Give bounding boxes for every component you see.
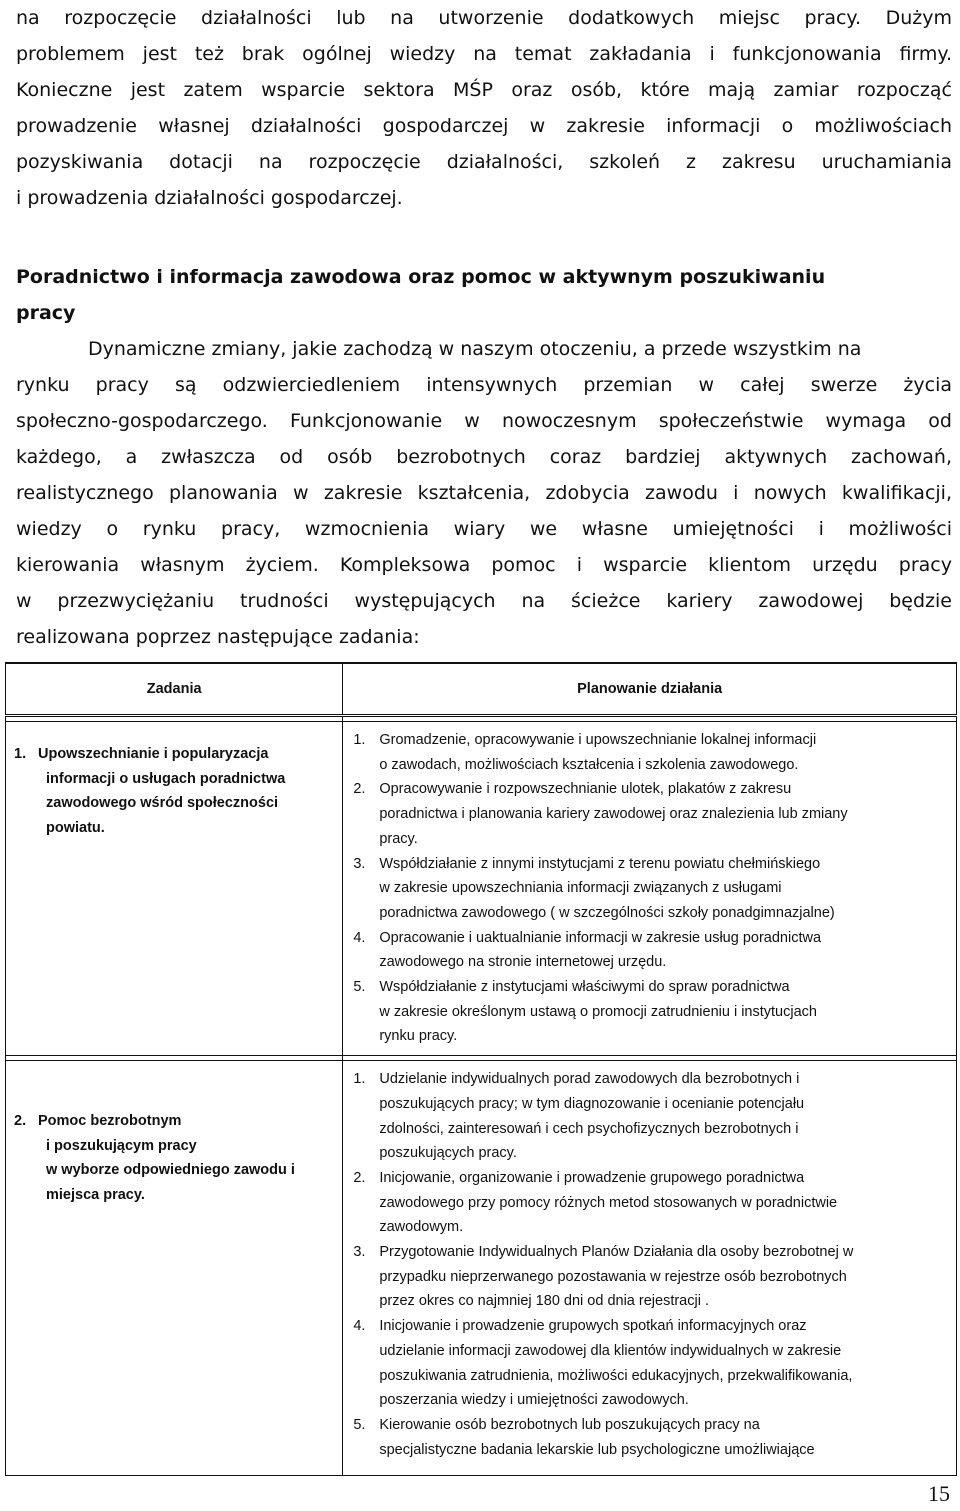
task-cell <box>6 1061 343 1476</box>
header-tasks: Zadania <box>6 663 343 716</box>
text-line: w przezwyciężaniu trudności występujących na ścieżce kariery zawodowej będzie <box>16 590 952 612</box>
page-number: 15 <box>928 1481 950 1506</box>
body-paragraph <box>16 331 952 655</box>
text-line: problemem jest też brak ogólnej wiedzy na temat zakładania i funkcjonowania firmy. <box>16 43 952 65</box>
plan-item: 5. Współdziałanie z instytucjami właściwymi do spraw poradnictwa w zakresie określonym ustawą o promocji zatrudnieniu i instytucjach rynku pracy. <box>353 979 817 1045</box>
task-line: informacji o usługach poradnictwa <box>46 770 286 787</box>
task-line: powiatu. <box>46 819 105 836</box>
text-line: rynku pracy są odzwierciedleniem intensywnych przemian w całej swerze życia <box>16 374 952 396</box>
text-line: prowadzenie własnej działalności gospodarczej w zakresie informacji o możliwościach <box>16 115 952 137</box>
table-row <box>6 1061 957 1476</box>
plan-list <box>353 728 944 1049</box>
text-line: pozyskiwania dotacji na rozpoczęcie działalności, szkoleń z zakresu uruchamiania <box>16 151 952 173</box>
table-row <box>6 722 957 1056</box>
task-line: w wyborze odpowiedniego zawodu i <box>46 1162 295 1179</box>
task-cell <box>6 722 343 1056</box>
table-header-row <box>6 663 957 716</box>
text-line: społeczno-gospodarczego. Funkcjonowanie w nowoczesnym społeczeństwie wymaga od <box>16 410 952 432</box>
plan-item: 2. Inicjowanie, organizowanie i prowadzenie grupowego poradnictwa zawodowego przy pomocy różnych metod stosowanych w poradnictwie zawodowym. <box>353 1169 838 1236</box>
text-line: realizowana poprzez następujące zadania: <box>16 626 420 648</box>
plan-item: 3. Współdziałanie z innymi instytucjami z terenu powiatu chełmińskiego w zakresie upowszechniania informacji związanych z usługami poradnictwa zawodowego ( w szczególności szkoły ponadgimnazjalne) <box>353 855 835 921</box>
text-line: Konieczne jest zatem wsparcie sektora MŚP oraz osób, które mają zamiar rozpocząć <box>16 79 952 101</box>
text-line: każdego, a zwłaszcza od osób bezrobotnych coraz bardziej aktywnych zachowań, <box>16 446 952 468</box>
task-line: Pomoc bezrobotnym <box>38 1113 182 1130</box>
heading-line: Poradnictwo i informacja zawodowa oraz pomoc w aktywnym poszukiwaniu <box>16 266 826 288</box>
plan-item: 1. Gromadzenie, opracowywanie i upowszechnianie lokalnej informacji o zawodach, możliwościach kształcenia i szkolenia zawodowego. <box>353 732 817 773</box>
plan-item: 4. Inicjowanie i prowadzenie grupowych spotkań informacyjnych oraz udzielanie informacji zawodowej dla klientów indywidualnych w zakresie poszukiwania zatrudnienia, możliwości edukacyjnych, przekwalifikowania, poszerzania wiedzy i umiejętności zawodowych. <box>353 1318 853 1409</box>
header-planning: Planowanie działania <box>343 663 957 716</box>
plan-item: 5. Kierowanie osób bezrobotnych lub poszukujących pracy na specjalistyczne badania lekarskie lub psychologiczne umożliwiające <box>353 1416 815 1458</box>
text-line: Dynamiczne zmiany, jakie zachodzą w naszym otoczeniu, a przede wszystkim na <box>88 338 862 360</box>
plan-list <box>353 1067 944 1462</box>
intro-paragraph <box>16 0 952 216</box>
tasks-table <box>5 662 957 1476</box>
plan-item: 2. Opracowywanie i rozpowszechnianie ulotek, plakatów z zakresu poradnictwa i planowania kariery zawodowej oraz znalezienia lub zmiany pracy. <box>353 781 848 847</box>
text-line: kierowania własnym życiem. Kompleksowa pomoc i wsparcie klientom urzędu pracy <box>16 554 952 576</box>
task-line: miejsca pracy. <box>46 1186 145 1203</box>
text-line: na rozpoczęcie działalności lub na utworzenie dodatkowych miejsc pracy. Dużym <box>16 7 952 29</box>
task-line: Upowszechnianie i popularyzacja <box>38 746 269 762</box>
text-line: i prowadzenia działalności gospodarczej. <box>16 187 403 209</box>
section-heading <box>16 259 952 331</box>
heading-line: pracy <box>16 302 76 324</box>
plan-item: 3. Przygotowanie Indywidualnych Planów Działania dla osoby bezrobotnej w przypadku nieprzerwanego pozostawania w rejestrze osób bezrobotnych przez okres co najmniej 180 dni od dnia rejestracji . <box>353 1244 854 1310</box>
task-line: zawodowego wśród społeczności <box>46 795 279 811</box>
task-number: 2. <box>14 1113 27 1130</box>
text-line: realistycznego planowania w zakresie kształcenia, zdobycia zawodu i nowych kwalifikacji, <box>16 482 952 504</box>
plan-cell <box>343 1061 957 1476</box>
plan-cell <box>343 722 957 1056</box>
plan-item: 4. Opracowanie i uaktualnianie informacji w zakresie usług poradnictwa zawodowego na stronie internetowej urzędu. <box>353 929 822 971</box>
plan-item: 1. Udzielanie indywidualnych porad zawodowych dla bezrobotnych i poszukujących pracy; w tym diagnozowanie i ocenianie potencjału zdolności, zainteresowań i cech psychofizycznych bezrobotnych i poszukujących pracy. <box>353 1071 805 1162</box>
text-line: wiedzy o rynku pracy, wzmocnienia wiary we własne umiejętności i możliwości <box>16 518 952 540</box>
task-number: 1. <box>14 746 27 762</box>
task-line: i poszukującym pracy <box>46 1137 197 1154</box>
